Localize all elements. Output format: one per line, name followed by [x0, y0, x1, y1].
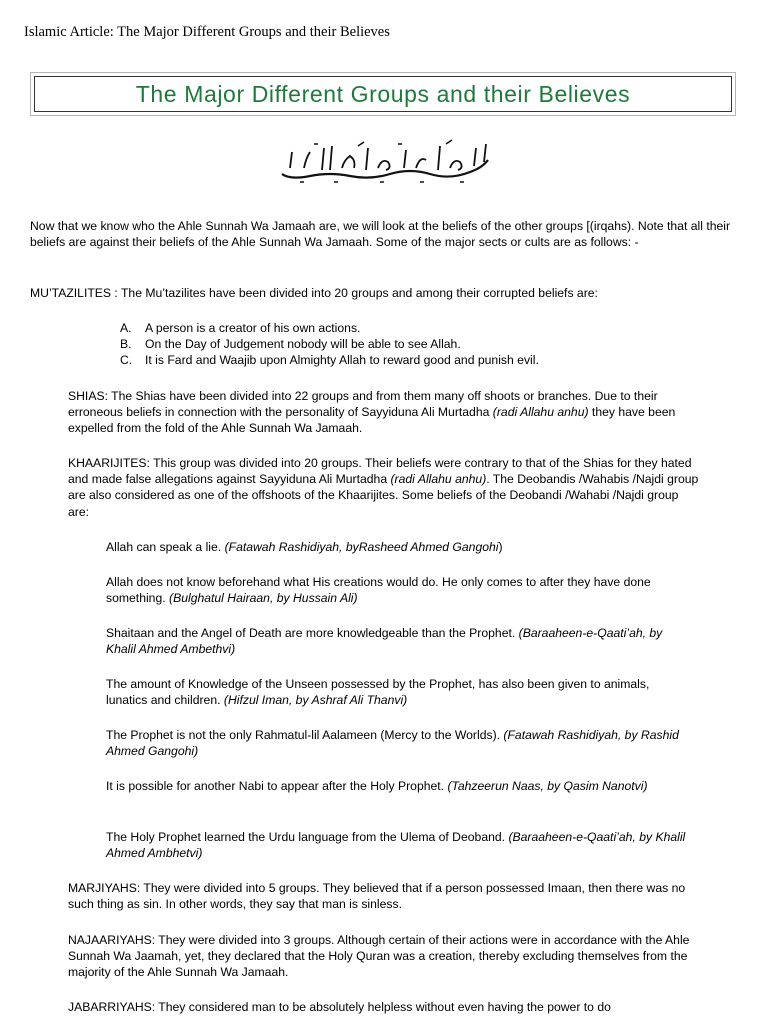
khaarijites-honorific: (radi Allahu anhu) — [390, 472, 487, 487]
marjiyahs-paragraph — [68, 880, 698, 912]
marjiyahs-heading: MARJIYAHS: — [68, 881, 141, 895]
belief-source: (Baraaheen-e-Qaati’ah, by Khalil Ahmed Ambhetvi) — [106, 830, 686, 861]
shias-heading: SHIAS: — [68, 389, 108, 403]
belief-text: Allah does not know beforehand what His creations would do. He only comes to after they have done something. — [106, 575, 651, 606]
belief-tail: ) — [498, 540, 503, 554]
mutazilites-text: : The Mu’tazilites have been divided into 20 groups and among their corrupted beliefs are: — [111, 286, 598, 300]
jabarriyahs-text: They considered man to be absolutely helpless without even having the power to do — [155, 1000, 611, 1014]
jabarriyahs-heading: JABARRIYAHS: — [68, 1000, 156, 1014]
list-letter: C. — [120, 353, 133, 367]
bismillah-calligraphy — [270, 138, 500, 188]
list-item — [120, 336, 461, 352]
najaariyahs-text: They were divided into 3 groups. Although certain of their actions were in accordance with the Ahle Sunnah Wa Jaamah, yet, they declared that the Holy Quran was a creation, thereby excluding themselves from the majority of the Ahle Sunnah Wa Jamaah. — [68, 933, 690, 980]
belief-item — [106, 676, 666, 708]
belief-item — [106, 829, 706, 861]
shias-paragraph — [68, 388, 708, 437]
belief-item — [106, 625, 666, 657]
marjiyahs-text: They were divided into 5 groups. They believed that if a person possessed Imaan, then there was no such thing as sin. In other words, they say that man is sinless. — [68, 881, 686, 912]
belief-item — [106, 574, 688, 606]
belief-text: The Prophet is not the only Rahmatul-lil Aalameen (Mercy to the Worlds). — [106, 728, 504, 742]
jabarriyahs-paragraph — [68, 999, 708, 1015]
belief-item — [106, 778, 672, 794]
khaarijites-heading: KHAARIJITES: — [68, 456, 150, 470]
belief-item — [106, 539, 706, 555]
najaariyahs-heading: NAJAARIYAHS: — [68, 933, 156, 947]
belief-source: (Fatawah Rashidiyah, by Rashid Ahmed Gangohi) — [106, 728, 679, 759]
belief-source: (Baraaheen-e-Qaati’ah, by Khalil Ahmed Ambethvi) — [106, 626, 663, 657]
title-box — [30, 72, 736, 116]
page-title: The Major Different Groups and their Believes — [34, 76, 732, 112]
shias-text-end: they have been expelled from the fold of the Ahle Sunnah Wa Jamaah. — [68, 405, 676, 436]
list-text: A person is a creator of his own actions. — [145, 321, 361, 335]
belief-text: Shaitaan and the Angel of Death are more knowledgeable than the Prophet. — [106, 626, 519, 640]
khaarijites-paragraph — [68, 455, 700, 520]
shias-honorific: (radi Allahu anhu) — [492, 405, 589, 420]
belief-source: (Bulghatul Hairaan, by Hussain Ali) — [169, 591, 358, 606]
khaarijites-text: This group was divided into 20 groups. Their beliefs were contrary to that of the Shias for they hated and made false allegations against Sayyiduna Ali Murtadha — [68, 456, 692, 487]
belief-source: (Tahzeerun Naas, by Qasim Nanotvi) — [447, 779, 648, 793]
list-item — [120, 352, 539, 368]
khaarijites-text-end: . The Deobandis /Wahabis /Najdi group are also considered as one of the offshoots of the Khaarijites. Some beliefs of the Deobandi /Wahabi /Najdi group are: — [68, 472, 699, 519]
belief-source: (Hifzul Iman, by Ashraf Ali Thanvi) — [223, 693, 408, 708]
list-text: It is Fard and Waajib upon Almighty Allah to reward good and punish evil. — [145, 353, 539, 367]
mutazilites-heading: MU’TAZILITES — [30, 286, 112, 300]
list-text: On the Day of Judgement nobody will be able to see Allah. — [145, 337, 461, 351]
shias-text: The Shias have been divided into 22 groups and from them many off shoots or branches. Due to their erroneous beliefs in connection with the personality of Sayyiduna Ali Murtadha — [68, 389, 658, 420]
belief-text: The amount of Knowledge of the Unseen possessed by the Prophet, has also been given to animals, lunatics and children. — [106, 677, 650, 708]
belief-item — [106, 727, 712, 759]
belief-text: It is possible for another Nabi to appear after the Holy Prophet. — [106, 779, 448, 793]
list-item — [120, 320, 360, 336]
intro-paragraph: Now that we know who the Ahle Sunnah Wa Jamaah are, we will look at the beliefs of the other groups [(irqahs). Note that all their beliefs are against their beliefs of the Ahle Sunnah Wa Jamaah. Some of the major sects or cults are as follows: - — [30, 219, 731, 250]
belief-text: Allah can speak a lie. — [106, 540, 225, 554]
najaariyahs-paragraph — [68, 932, 698, 981]
list-letter: B. — [120, 337, 132, 351]
belief-source: (Fatawah Rashidiyah, byRasheed Ahmed Gangohi — [224, 540, 499, 554]
list-letter: A. — [120, 321, 132, 335]
belief-text: The Holy Prophet learned the Urdu language from the Ulema of Deoband. — [106, 830, 509, 844]
mutazilites-paragraph — [30, 285, 742, 301]
document-header: Islamic Article: The Major Different Groups and their Believes — [24, 24, 390, 40]
